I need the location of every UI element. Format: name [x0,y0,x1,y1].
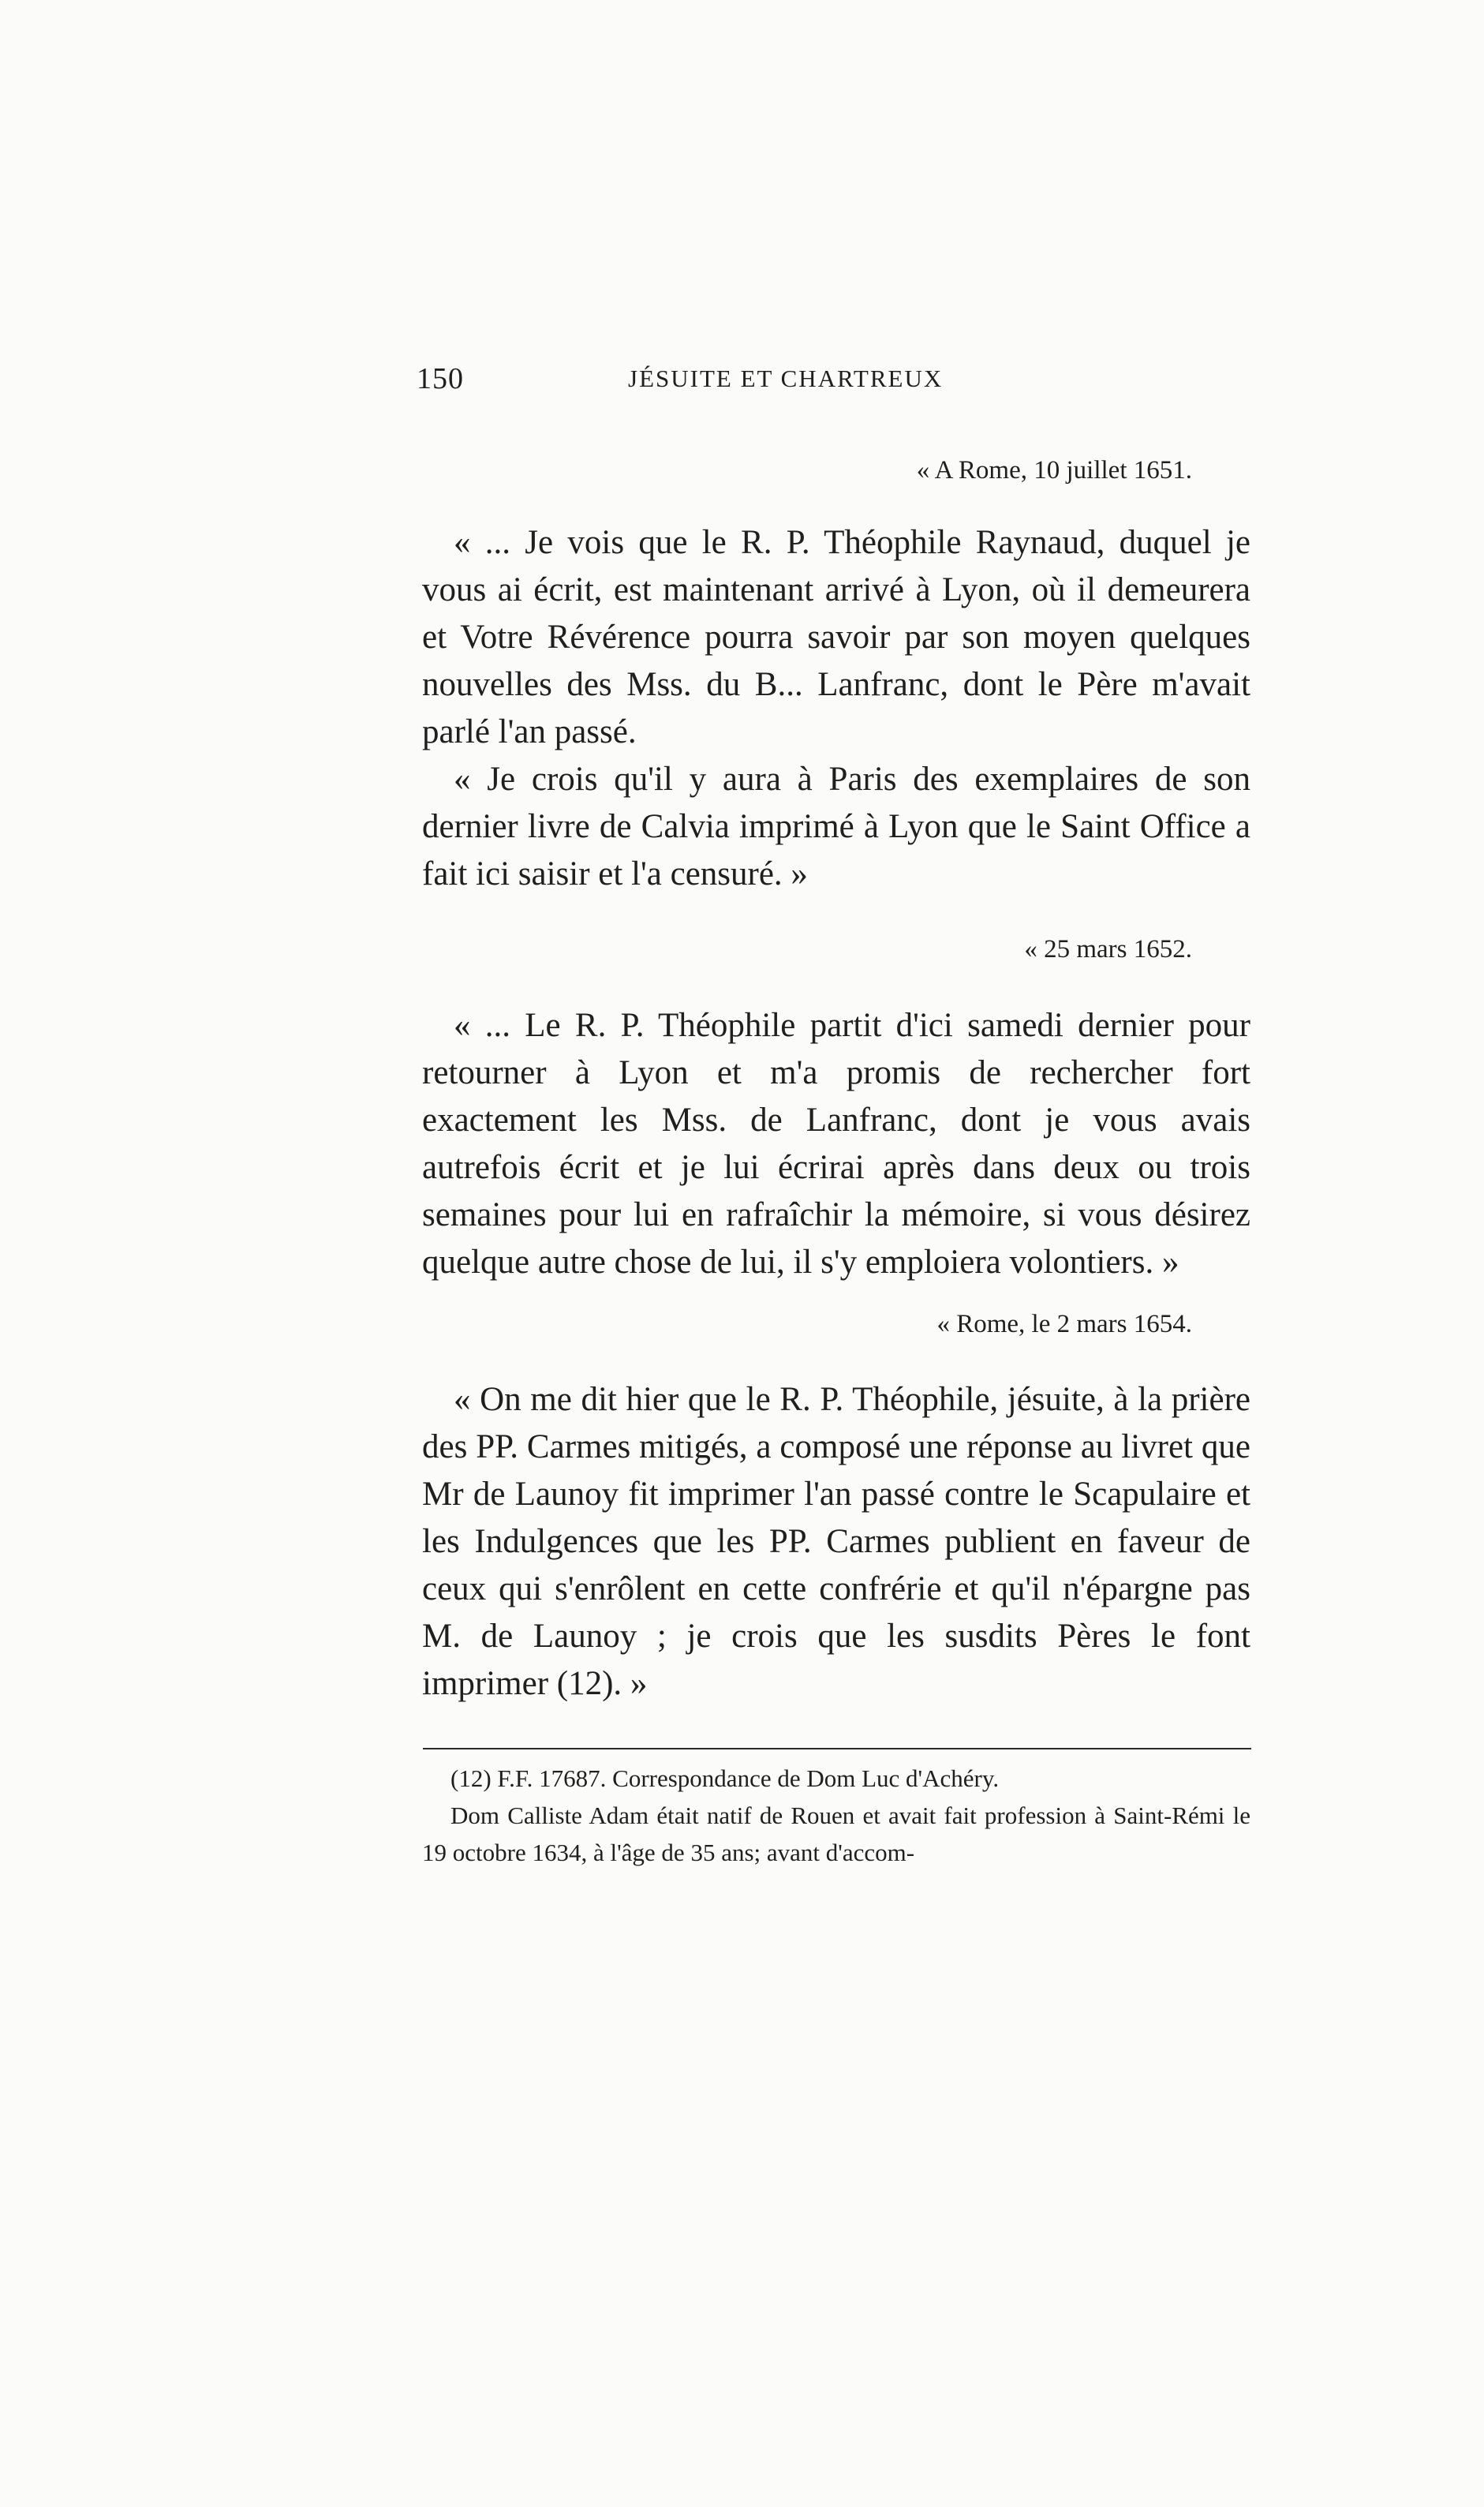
footnote: (12) F.F. 17687. Correspondance de Dom Luc d'Achéry. [450,1764,1000,1792]
letter-dateline: « Rome, le 2 mars 1654. [936,1310,1192,1338]
running-title: JÉSUITE ET CHARTREUX [628,365,944,392]
letter-body [422,1002,1250,1286]
paragraph: « Je crois qu'il y aura à Paris des exemplaires de son dernier livre de Calvia imprimé à Lyon que le Saint Office a fait ici saisir et l'a censuré. » [422,761,1250,892]
footnote-divider [423,1748,1251,1749]
paragraph: « On me dit hier que le R. P. Théophile, jésuite, à la prière des PP. Carmes mitigés, a composé une réponse au livret que Mr de Launoy fit imprimer l'an passé contre le Scapulaire et les Indulgences que les PP. Carmes publient en faveur de ceux qui s'enrôlent en cette confrérie et qu'il n'épargne pas M. de Launoy ; je crois que les susdits Pères le font imprimer (12). » [422,1381,1250,1702]
letter-body [422,519,1250,898]
footnotes [422,1760,1250,1871]
letter-body [422,1376,1250,1708]
letter-dateline: « 25 mars 1652. [1024,935,1192,964]
paragraph: « ... Je vois que le R. P. Théophile Raynaud, duquel je vous ai écrit, est maintenant arrivé à Lyon, où il demeurera et Votre Révérence pourra savoir par son moyen quelques nouvelles des Mss. du B... Lanfranc, dont le Père m'avait parlé l'an passé. [422,524,1250,750]
page-header [417,361,1249,409]
letter-dateline: « A Rome, 10 juillet 1651. [916,456,1192,485]
page-number: 150 [417,362,464,395]
footnote: Dom Calliste Adam était natif de Rouen et avait fait profession à Saint-Rémi le 19 octobre 1634, à l'âge de 35 ans; avant d'accom- [422,1802,1250,1866]
paragraph: « ... Le R. P. Théophile partit d'ici samedi dernier pour retourner à Lyon et m'a promis de rechercher fort exactement les Mss. de Lanfranc, dont je vous avais autrefois écrit et je lui écrirai après dans deux ou trois semaines pour lui en rafraîchir la mémoire, si vous désirez quelque autre chose de lui, il s'y emploiera volontiers. » [422,1007,1250,1281]
